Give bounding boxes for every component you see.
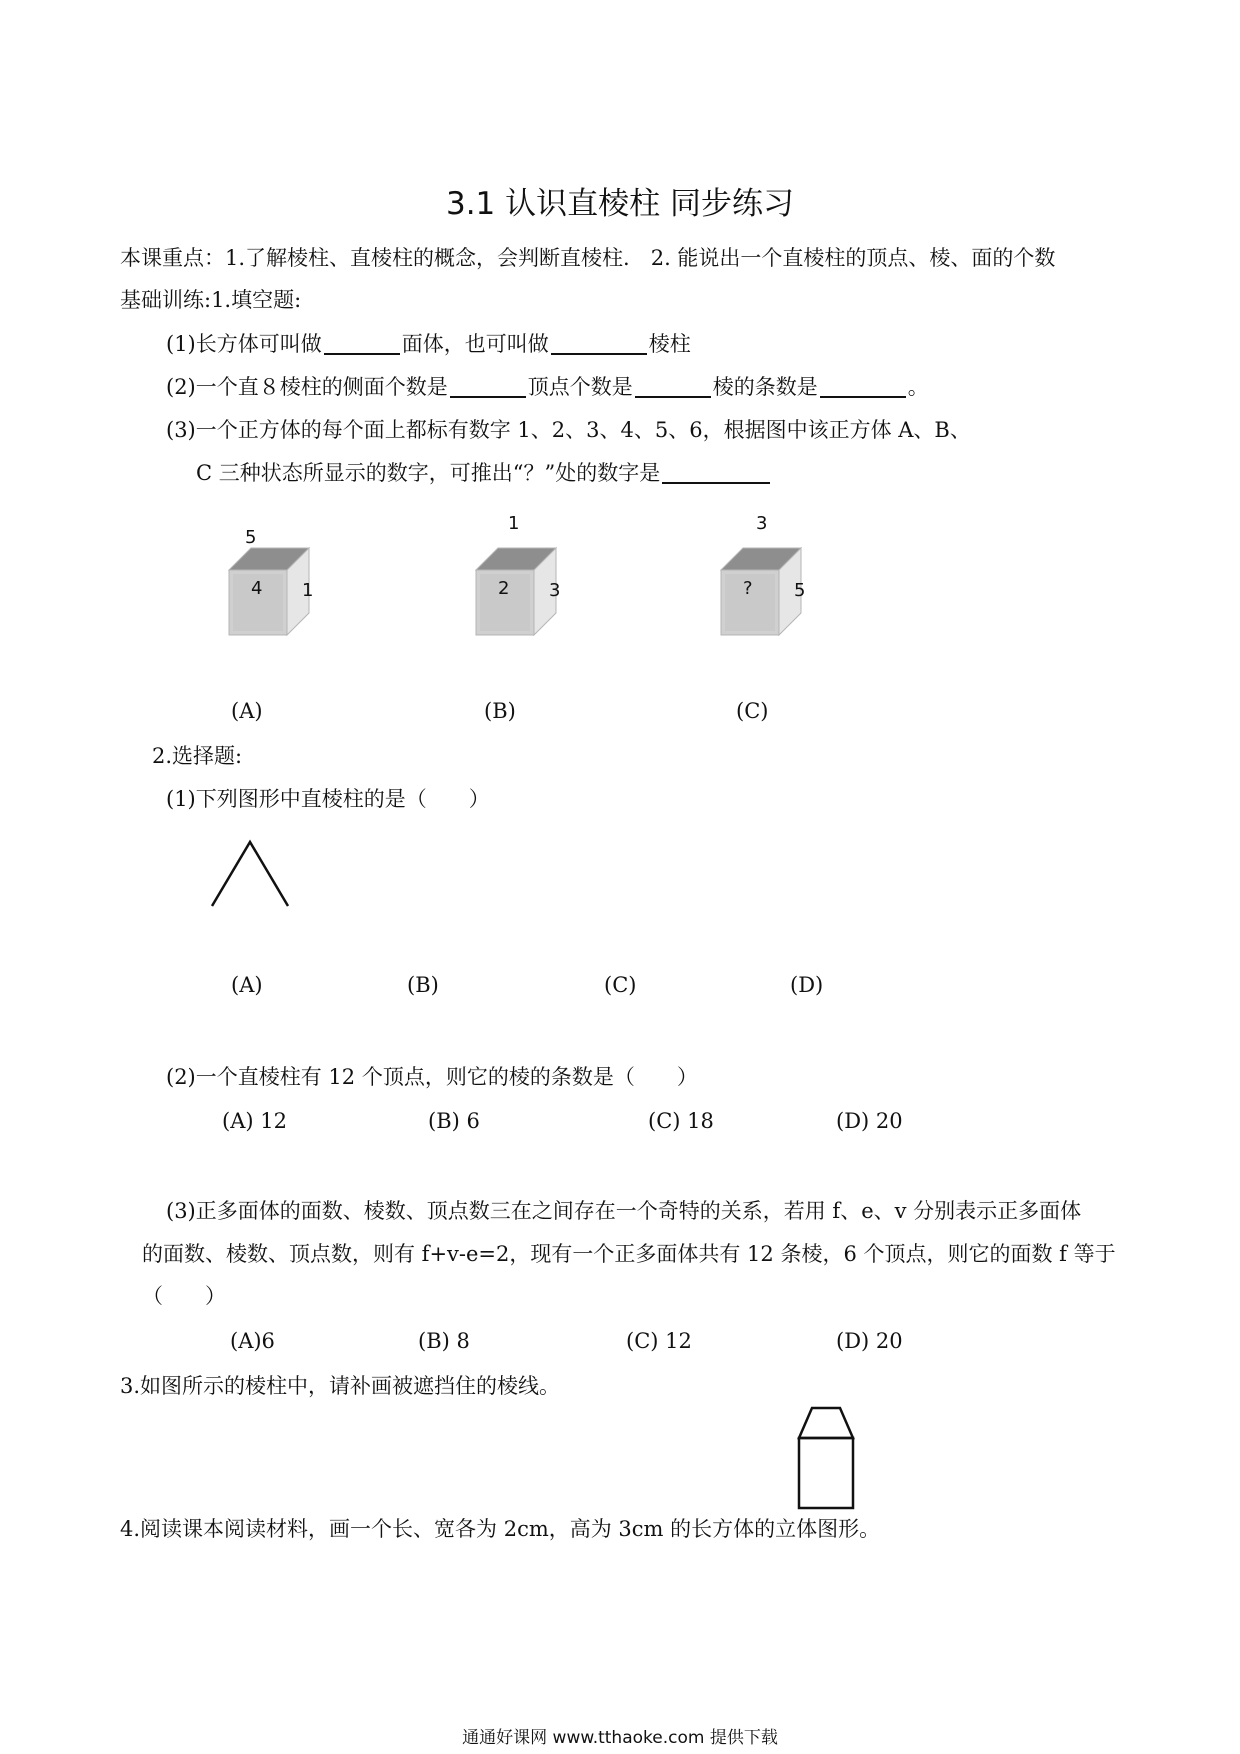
key-points: 本课重点：1.了解棱柱、直棱柱的概念，会判断直棱柱. 2. 能说出一个直棱柱的顶点、棱、面的个数	[120, 246, 1056, 270]
choice-question-2: (2)一个直棱柱有 12 个顶点，则它的棱的条数是（ ）	[166, 1065, 698, 1089]
q1-option-d[interactable]: (D)	[790, 973, 824, 997]
q3-option-b[interactable]: (B) 8	[418, 1329, 470, 1353]
fill-question-3-line1: (3)一个正方体的每个面上都标有数字 1、2、3、4、5、6，根据图中该正方体 A、B、	[166, 418, 971, 442]
q3-option-d[interactable]: (D) 20	[836, 1329, 903, 1353]
q2-option-c[interactable]: (C) 18	[648, 1109, 714, 1133]
choice-question-3-line2: 的面数、棱数、顶点数，则有 f+v-e=2，现有一个正多面体共有 12 条棱，6 个顶点，则它的面数 f 等于	[142, 1242, 1116, 1266]
section1-heading: 基础训练:1.填空题:	[120, 288, 302, 312]
q1-option-b[interactable]: (B)	[407, 973, 439, 997]
section4-question: 4.阅读课本阅读材料，画一个长、宽各为 2cm，高为 3cm 的长方体的立体图形。	[120, 1517, 881, 1541]
footer: 通通好课网 www.tthaoke.com 提供下载	[462, 1728, 778, 1748]
q1-text-b: 面体，也可叫做	[401, 332, 549, 356]
q1-option-c[interactable]: (C)	[604, 973, 637, 997]
cube-front-number: 4	[251, 578, 263, 599]
cube-side-number: 1	[302, 580, 314, 601]
fill-question-2	[166, 373, 929, 401]
choice-question-1: (1)下列图形中直棱柱的是（ ）	[166, 787, 490, 811]
answer-blank[interactable]	[324, 331, 400, 355]
page-title: 3.1 认识直棱柱 同步练习	[445, 186, 794, 222]
q2-option-b[interactable]: (B) 6	[428, 1109, 480, 1133]
q3-option-a[interactable]: (A)6	[230, 1329, 275, 1353]
choice-question-3-line1: (3)正多面体的面数、棱数、顶点数三在之间存在一个奇特的关系，若用 f、e、v 分别表示正多面体	[166, 1199, 1082, 1223]
q2-text-c: 棱的条数是	[712, 375, 818, 399]
partial-prism-figure	[205, 838, 295, 910]
q3-option-c[interactable]: (C) 12	[626, 1329, 692, 1353]
cube-caption-b: (B)	[484, 699, 516, 723]
q2-option-d[interactable]: (D) 20	[836, 1109, 903, 1133]
cube-caption-a: (A)	[231, 699, 263, 723]
q1-text-a: (1)长方体可叫做	[166, 332, 322, 356]
answer-blank[interactable]	[635, 374, 711, 398]
q1-option-a[interactable]: (A)	[231, 973, 263, 997]
section2-heading: 2.选择题:	[152, 744, 243, 768]
cube-front-number: 2	[498, 578, 510, 599]
cube-side-number: 5	[794, 580, 806, 601]
answer-blank[interactable]	[820, 374, 906, 398]
q2-option-a[interactable]: (A) 12	[222, 1109, 287, 1133]
q3-text: C 三种状态所显示的数字，可推出“？”处的数字是	[196, 461, 661, 485]
fill-question-1	[166, 330, 691, 358]
cube-top-number: 1	[508, 513, 520, 534]
prism-figure	[795, 1404, 861, 1514]
q2-text-b: 顶点个数是	[527, 375, 633, 399]
q2-text-a: (2)一个直８棱柱的侧面个数是	[166, 375, 448, 399]
cube-caption-c: (C)	[736, 699, 769, 723]
answer-blank[interactable]	[551, 331, 647, 355]
cube-top-number: 3	[756, 513, 768, 534]
q1-text-c: 棱柱	[648, 332, 691, 356]
cube-front-number: ?	[743, 578, 753, 599]
answer-blank[interactable]	[450, 374, 526, 398]
section3-question: 3.如图所示的棱柱中，请补画被遮挡住的棱线。	[120, 1374, 561, 1398]
fill-question-3-line2	[196, 459, 772, 487]
cube-side-number: 3	[549, 580, 561, 601]
answer-blank[interactable]	[662, 460, 770, 484]
cube-top-number: 5	[245, 527, 257, 548]
q2-text-d: 。	[907, 375, 929, 399]
choice-question-3-line3: （ ）	[142, 1284, 226, 1308]
